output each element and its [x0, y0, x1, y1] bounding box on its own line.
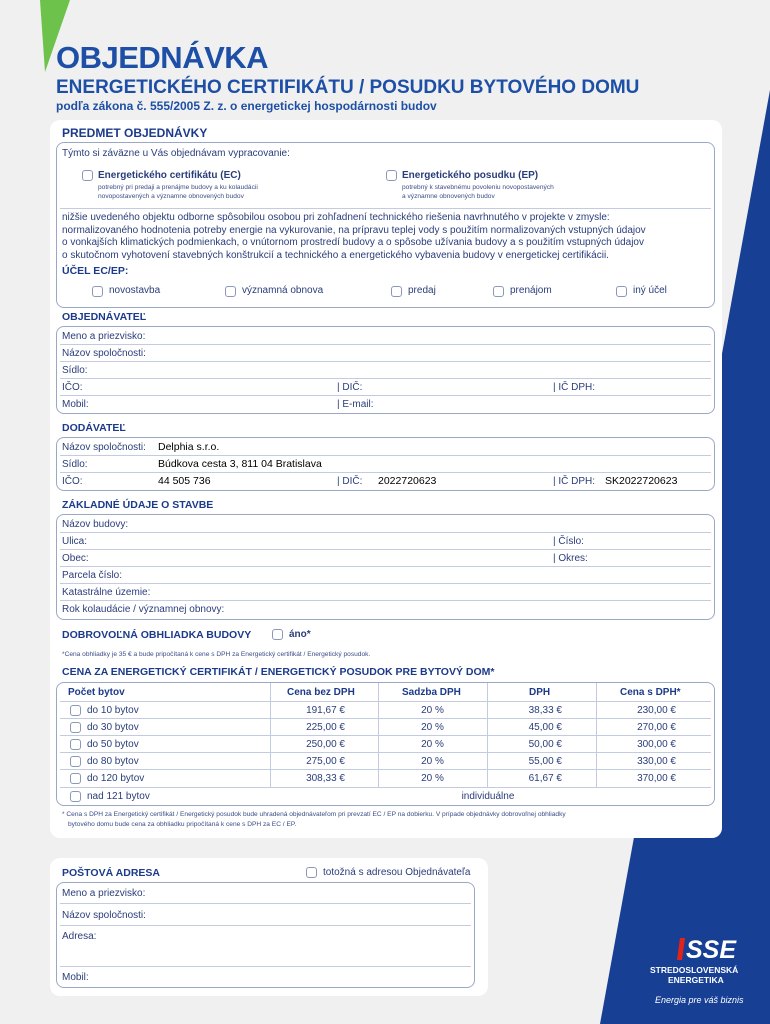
cena-row-line — [60, 769, 711, 770]
totozna-label: totožná s adresou Objednávateľa — [323, 867, 471, 878]
dodavatel-dic-label: | DIČ: — [337, 476, 363, 487]
cena-row-bez-dph: 250,00 € — [306, 739, 345, 750]
objednavatel-dic-label: | DIČ: — [337, 382, 363, 393]
cena-row-line — [60, 752, 711, 753]
section-heading-predmet: PREDMET OBJEDNÁVKY — [62, 126, 208, 140]
postova-adresa-label: Adresa: — [62, 931, 97, 942]
logo-tagline: Energia pre váš biznis — [655, 995, 744, 1005]
ucel-label-prenajom: prenájom — [510, 285, 552, 296]
cena-row-bez-dph: 225,00 € — [306, 722, 345, 733]
ucel-label-novostavba: novostavba — [109, 285, 161, 296]
cena-row-checkbox[interactable] — [70, 791, 81, 802]
cena-row-sadzba: 20 % — [421, 773, 444, 784]
dodavatel-dic-value: 2022720623 — [378, 475, 437, 487]
cena-row-label: do 30 bytov — [87, 722, 139, 733]
ucel-label-predaj: predaj — [408, 285, 436, 296]
cena-row-checkbox[interactable] — [70, 773, 81, 784]
objednavatel-nazov-label: Názov spoločnosti: — [62, 348, 146, 359]
page-subtitle: podľa zákona č. 555/2005 Z. z. o energetickej hospodárnosti budov — [56, 99, 437, 113]
dodavatel-icdph-label: | IČ DPH: — [553, 476, 596, 487]
sse-logo-mark: SSE — [686, 936, 737, 962]
cena-row-sadzba: 20 % — [421, 739, 444, 750]
cena-row-sadzba: 20 % — [421, 756, 444, 767]
ucel-checkbox-vyznamna-obnova[interactable] — [225, 286, 236, 297]
obhliadka-ano-label: áno* — [289, 629, 311, 640]
dodavatel-row-line — [60, 455, 711, 456]
cena-header-s-dph: Cena s DPH* — [620, 687, 681, 698]
postova-nazov-label: Názov spoločnosti: — [62, 910, 146, 921]
objednavatel-row-line — [60, 361, 711, 362]
stavba-row-line — [60, 566, 711, 567]
section-heading-dodavatel: DODÁVATEĽ — [62, 422, 126, 434]
logo-brand-line2: ENERGETIKA — [668, 975, 724, 985]
cena-row-label: do 80 bytov — [87, 756, 139, 767]
predmet-divider — [60, 208, 711, 209]
cena-row-dph: 45,00 € — [528, 722, 562, 733]
stavba-ulica-label: Ulica: — [62, 536, 88, 547]
stavba-katastralne-label: Katastrálne územie: — [62, 587, 151, 598]
dodavatel-nazov-label: Názov spoločnosti: — [62, 442, 146, 453]
totozna-checkbox[interactable] — [306, 867, 317, 878]
dodavatel-row-line — [60, 472, 711, 473]
cena-row-dph: 61,67 € — [528, 773, 562, 784]
ec-note-line1: potrebný pri predaji a prenájme budovy a ku kolaudácii — [98, 184, 258, 191]
cena-row-individual-value: individuálne — [461, 791, 515, 802]
obhliadka-checkbox[interactable] — [272, 629, 283, 640]
cena-row-checkbox[interactable] — [70, 705, 81, 716]
stavba-obec-label: Obec: — [62, 553, 89, 564]
section-heading-stavba: ZÁKLADNÉ ÚDAJE O STAVBE — [62, 499, 214, 511]
objednavatel-ico-label: IČO: — [62, 382, 83, 393]
objednavatel-mobil-label: Mobil: — [62, 399, 89, 410]
postova-row-line — [60, 903, 471, 904]
stavba-cislo-label: | Číslo: — [553, 536, 584, 547]
cena-row-line — [60, 718, 711, 719]
cena-row-line — [60, 787, 711, 788]
dodavatel-nazov-value: Delphia s.r.o. — [158, 441, 220, 453]
stavba-row-line — [60, 532, 711, 533]
cena-row-dph: 38,33 € — [528, 705, 562, 716]
cena-footnote-line2: bytového domu bude cena za obhliadku pripočítaná k cene s DPH za EC / EP. — [68, 821, 297, 828]
cena-row-bez-dph: 275,00 € — [306, 756, 345, 767]
cena-row-checkbox[interactable] — [70, 756, 81, 767]
cena-row-sadzba: 20 % — [421, 705, 444, 716]
cena-row-dph: 55,00 € — [528, 756, 562, 767]
dodavatel-icdph-value: SK2022720623 — [605, 475, 678, 487]
cena-row-s-dph: 230,00 € — [637, 705, 676, 716]
stavba-nazov-label: Názov budovy: — [62, 519, 129, 530]
cena-row-label: do 120 bytov — [87, 773, 145, 784]
stavba-rok-label: Rok kolaudácie / významnej obnovy: — [62, 604, 225, 615]
stavba-row-line — [60, 583, 711, 584]
objednavatel-sidlo-label: Sídlo: — [62, 365, 88, 376]
ep-note-line2: a významne obnovených budov — [402, 193, 495, 200]
cena-row-s-dph: 330,00 € — [637, 756, 676, 767]
ucel-heading: ÚČEL EC/EP: — [62, 265, 129, 277]
predmet-paragraph-line1: nižšie uvedeného objektu odborne spôsobilou osobou pri zohľadnení technického riešenia navrhnutého v projekte v zmysle: — [62, 212, 610, 223]
stavba-parcela-label: Parcela číslo: — [62, 570, 123, 581]
cena-row-label: do 10 bytov — [87, 705, 139, 716]
ucel-label-iny-ucel: iný účel — [633, 285, 667, 296]
cena-row-line — [60, 735, 711, 736]
stavba-okres-label: | Okres: — [553, 553, 588, 564]
cena-row-s-dph: 300,00 € — [637, 739, 676, 750]
section-heading-obhliadka: DOBROVOĽNÁ OBHLIADKA BUDOVY — [62, 629, 252, 641]
ucel-checkbox-prenajom[interactable] — [493, 286, 504, 297]
postova-row-line — [60, 966, 471, 967]
cena-row-line — [60, 701, 711, 702]
section-heading-postova: POŠTOVÁ ADRESA — [62, 867, 161, 879]
objednavatel-row-line — [60, 395, 711, 396]
objednavatel-box — [56, 326, 715, 414]
postova-meno-label: Meno a priezvisko: — [62, 888, 146, 899]
cena-row-dph: 50,00 € — [528, 739, 562, 750]
cena-row-s-dph: 370,00 € — [637, 773, 676, 784]
ucel-checkbox-predaj[interactable] — [391, 286, 402, 297]
postova-row-line — [60, 925, 471, 926]
cena-row-sadzba: 20 % — [421, 722, 444, 733]
cena-row-label: do 50 bytov — [87, 739, 139, 750]
cena-header-bez-dph: Cena bez DPH — [287, 687, 355, 698]
cena-row-bez-dph: 191,67 € — [306, 705, 345, 716]
ucel-checkbox-novostavba[interactable] — [92, 286, 103, 297]
objednavatel-icdph-label: | IČ DPH: — [553, 382, 596, 393]
dodavatel-sidlo-label: Sídlo: — [62, 459, 88, 470]
ep-label: Energetického posudku (EP) — [402, 170, 539, 181]
cena-header-sadzba: Sadzba DPH — [402, 687, 461, 698]
cena-header-pocet: Počet bytov — [68, 687, 125, 698]
cena-row-label: nad 121 bytov — [87, 791, 150, 802]
cena-row-bez-dph: 308,33 € — [306, 773, 345, 784]
objednavatel-meno-label: Meno a priezvisko: — [62, 331, 146, 342]
ucel-label-vyznamna-obnova: významná obnova — [242, 285, 324, 296]
stavba-row-line — [60, 600, 711, 601]
objednavatel-row-line — [60, 344, 711, 345]
stavba-row-line — [60, 549, 711, 550]
page-title-line2: ENERGETICKÉHO CERTIFIKÁTU / POSUDKU BYTOVÉHO DOMU — [56, 77, 640, 98]
predmet-paragraph-line4: o skutočnom vyhotovení stavebných konštrukcií a technického a energetického vybavenia budovy v energetickej certifikácii. — [62, 249, 609, 261]
predmet-intro: Týmto si záväzne u Vás objednávam vypracovanie: — [62, 148, 290, 159]
ec-label: Energetického certifikátu (EC) — [98, 170, 241, 181]
logo-brand-line1: STREDOSLOVENSKÁ — [650, 965, 739, 975]
ec-note-line2: novopostavených a významne obnovených budov — [98, 193, 244, 200]
section-heading-objednavatel: OBJEDNÁVATEĽ — [62, 311, 147, 323]
cena-header-dph: DPH — [529, 687, 551, 698]
objednavatel-row-line — [60, 378, 711, 379]
dodavatel-ico-value: 44 505 736 — [158, 475, 211, 487]
postova-mobil-label: Mobil: — [62, 972, 89, 983]
ep-checkbox[interactable] — [386, 170, 397, 181]
cena-footnote-line1: * Cena s DPH za Energetický certifikát / Energetický posudok bude uhradená objednávateľom pri prevzatí EC / EP na dobierku. V prípade objednávky dobrovoľnej obhliadky — [62, 811, 566, 818]
obhliadka-note: *Cena obhliadky je 35 € a bude pripočítaná k cene s DPH za Energetický certifikát / Energetický posudok. — [62, 651, 371, 658]
ep-note-line1: potrebný k stavebnému povoleniu novopostavených — [402, 184, 554, 191]
predmet-paragraph-line2: normalizovaného hodnotenia potreby energie na vykurovanie, na prípravu teplej vody s použitím normalizovaných vstupných údajov — [62, 224, 646, 236]
page-title: OBJEDNÁVKA — [56, 40, 269, 75]
cena-row-checkbox[interactable] — [70, 739, 81, 750]
dodavatel-ico-label: IČO: — [62, 476, 83, 487]
cena-row-s-dph: 270,00 € — [637, 722, 676, 733]
ec-checkbox[interactable] — [82, 170, 93, 181]
section-heading-cena: CENA ZA ENERGETICKÝ CERTIFIKÁT / ENERGETICKÝ POSUDOK PRE BYTOVÝ DOM* — [62, 666, 495, 678]
objednavatel-email-label: | E-mail: — [337, 399, 374, 410]
ucel-checkbox-iny-ucel[interactable] — [616, 286, 627, 297]
predmet-paragraph-line3: o vonkajších klimatických podmienkach, o vnútornom prostredí budovy a o spôsobe užívania budovy a s použitím vstupných údajov — [62, 237, 644, 248]
dodavatel-sidlo-value: Búdkova cesta 3, 811 04 Bratislava — [158, 458, 322, 470]
sse-logo-icon — [676, 936, 752, 962]
cena-row-checkbox[interactable] — [70, 722, 81, 733]
